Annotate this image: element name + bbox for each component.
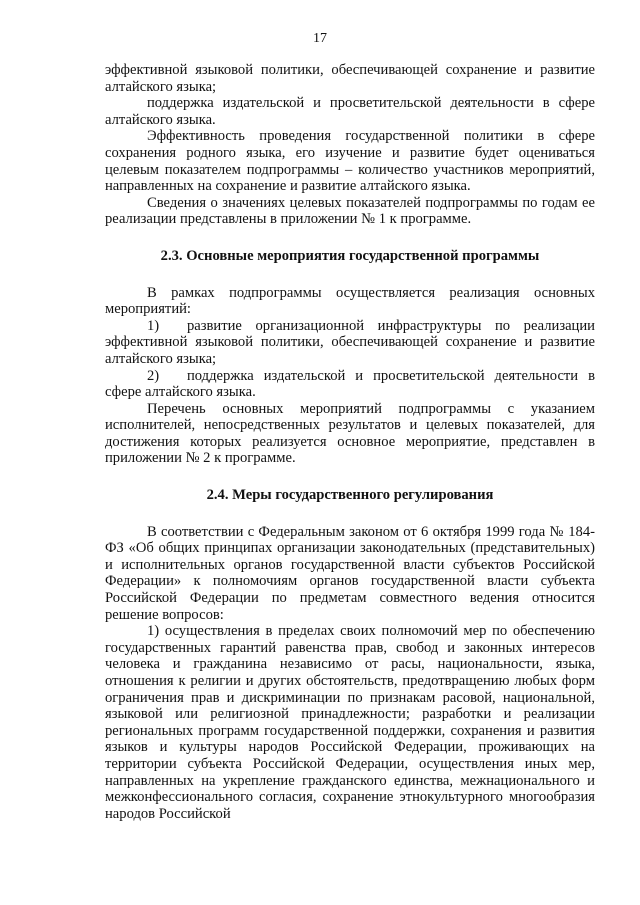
paragraph: 1) осуществления в пределах своих полномочий мер по обеспечению государственных гарантий равенства прав, свобод и законных интересов человека и гражданина независимо от расы, национальности, языка, отношения к религии и других обстоятельств, предотвращению любых форм ограничения прав и дискриминации по признакам расовой, национальной, языковой или религиозной принадлежности; разработки и реализации региональных программ государственной поддержки, сохранения и развития языков и культуры народов Российской Федерации, проживающих на территории субъекта Российской Федерации, осуществления иных мер, направленных на укрепление гражданского единства, межнационального и межконфессионального согласия, сохранение этнокультурного многообразия народов Российской	[105, 623, 595, 822]
paragraph: эффективной языковой политики, обеспечивающей сохранение и развитие алтайского языка;	[105, 62, 595, 95]
list-item-text: развитие организационной инфраструктуры по реализации эффективной языковой политики, обеспечивающей сохранение и развитие алтайского языка;	[105, 317, 595, 367]
list-item	[105, 318, 595, 368]
section-heading: 2.4. Меры государственного регулирования	[206, 487, 494, 504]
paragraph: В соответствии с Федеральным законом от 6 октября 1999 года № 184-ФЗ «Об общих принципах организации законодательных (представительных) и исполнительных органов государственной власти субъектов Российской Федерации» к полномочиям органов государственной власти субъекта Российской Федерации по предметам совместного ведения относится решение вопросов:	[105, 523, 595, 623]
paragraph: Сведения о значениях целевых показателей подпрограммы по годам ее реализации представлены в приложении № 1 к программе.	[105, 194, 595, 228]
page-number: 17	[313, 31, 327, 46]
paragraph: Перечень основных мероприятий подпрограммы с указанием исполнителей, непосредственных результатов и целевых показателей, для достижения которых реализуется основное мероприятие, представлен в приложении № 2 к программе.	[105, 400, 595, 467]
section-heading: 2.3. Основные мероприятия государственной программы	[160, 247, 540, 264]
list-item-number: 2)	[147, 367, 160, 384]
list-item-text: поддержка издательской и просветительской деятельности в сфере алтайского языка.	[105, 367, 595, 401]
list-item	[105, 368, 595, 401]
page-content	[105, 62, 595, 822]
paragraph: В рамках подпрограммы осуществляется реализация основных мероприятий:	[105, 284, 595, 318]
paragraph: Эффективность проведения государственной политики в сфере сохранения родного языка, его изучение и развитие будет оцениваться целевым показателем подпрограммы – количество участников мероприятий, направленных на сохранение и развитие алтайского языка.	[105, 128, 595, 195]
paragraph: поддержка издательской и просветительской деятельности в сфере алтайского языка.	[105, 95, 595, 128]
list-item-number: 1)	[147, 317, 160, 334]
